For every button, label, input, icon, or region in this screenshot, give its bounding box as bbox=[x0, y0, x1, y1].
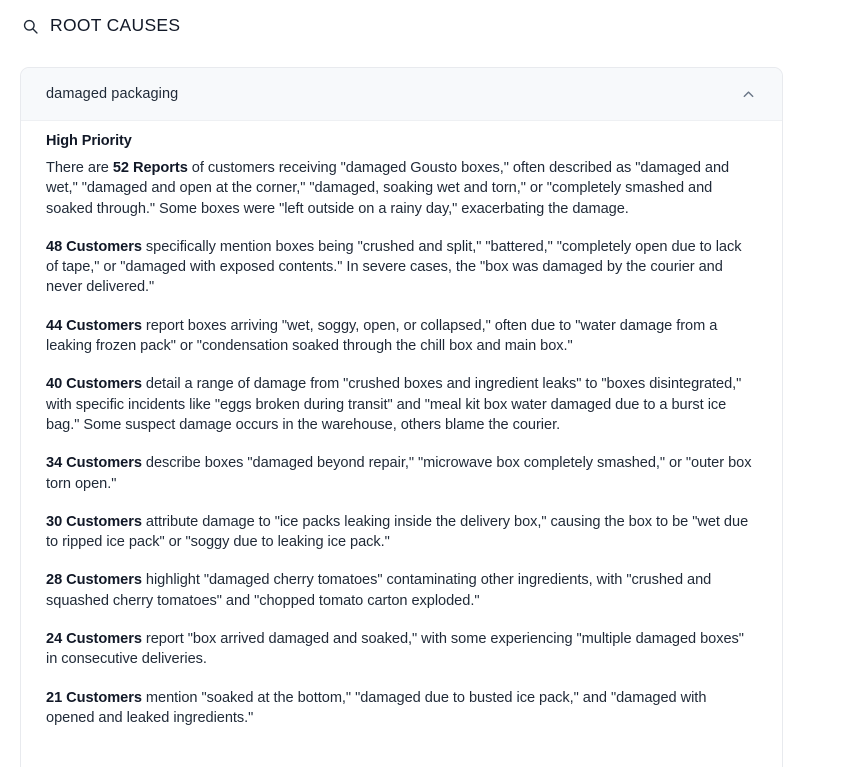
report-count-emphasis: 34 Customers bbox=[46, 455, 142, 472]
root-cause-card bbox=[20, 67, 783, 767]
report-paragraph: 44 Customers report boxes arriving "wet, soggy, open, or collapsed," often due to "water damage from a leaking frozen pack" or "condensation soaked through the chill box and main box." bbox=[46, 317, 718, 355]
report-paragraph: 48 Customers specifically mention boxes being "crushed and split," "battered," "completely open due to lack of tape," or "damaged with exposed contents." In severe cases, the "box was damaged by the courier and never delivered." bbox=[46, 238, 742, 296]
report-paragraph: 28 Customers highlight "damaged cherry tomatoes" contaminating other ingredients, with "crushed and squashed cherry tomatoes" and "chopped tomato carton exploded." bbox=[46, 572, 712, 609]
report-count-emphasis: 21 Customers bbox=[46, 689, 142, 706]
report-count-emphasis: 30 Customers bbox=[46, 513, 142, 530]
accordion-body bbox=[21, 121, 782, 748]
page-title: ROOT CAUSES bbox=[50, 15, 181, 36]
report-count-emphasis: 48 Customers bbox=[46, 238, 142, 255]
report-count-emphasis: 24 Customers bbox=[46, 631, 142, 648]
report-count-emphasis: 40 Customers bbox=[46, 376, 142, 393]
report-paragraph: 24 Customers report "box arrived damaged and soaked," with some experiencing "multiple damaged boxes" in consecutive deliveries. bbox=[46, 631, 744, 668]
report-count-emphasis: 28 Customers bbox=[46, 572, 142, 589]
report-paragraph: There are 52 Reports of customers receiving "damaged Gousto boxes," often described as "damaged and wet," "damaged and open at the corner," "damaged, soaking wet and torn," or "completely smashed and soaked through." Some boxes were "left outside on a rainy day," exacerbating the damage. bbox=[46, 160, 730, 217]
accordion-title: damaged packaging bbox=[46, 86, 179, 102]
search-icon bbox=[22, 18, 39, 35]
report-paragraph: 21 Customers mention "soaked at the bottom," "damaged due to busted ice pack," and "damaged with opened and leaked ingredients." bbox=[46, 689, 707, 726]
page-header bbox=[0, 0, 846, 36]
report-paragraph-list bbox=[46, 158, 757, 728]
report-count-emphasis: 44 Customers bbox=[46, 317, 142, 334]
priority-label: High Priority bbox=[46, 133, 132, 149]
report-paragraph: 30 Customers attribute damage to "ice packs leaking inside the delivery box," causing the box to be "wet due to ripped ice pack" or "soggy due to leaking ice pack." bbox=[46, 513, 749, 551]
accordion-header-damaged-packaging[interactable] bbox=[21, 68, 782, 121]
report-paragraph: 34 Customers describe boxes "damaged beyond repair," "microwave box completely smashed," or "outer box torn open." bbox=[46, 455, 752, 492]
chevron-up-icon[interactable] bbox=[741, 87, 756, 102]
report-paragraph: 40 Customers detail a range of damage from "crushed boxes and ingredient leaks" to "boxes disintegrated," with specific incidents like "eggs broken during transit" and "meal kit box water damaged due to a burst ice bag." Some suspect damage occurs in the warehouse, others blame the courier. bbox=[46, 376, 742, 433]
report-count-emphasis: 52 Reports bbox=[112, 160, 188, 176]
